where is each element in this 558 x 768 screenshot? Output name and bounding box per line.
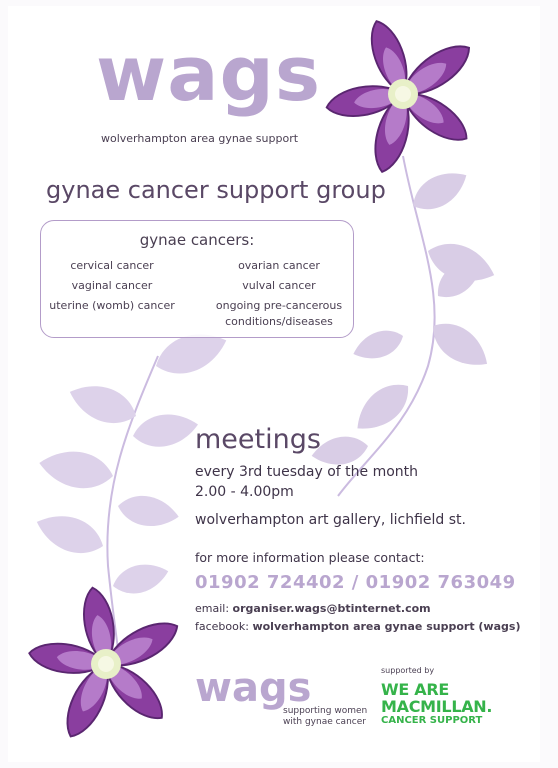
clematis-flower-icon <box>324 16 477 175</box>
wags-logo-footer: wags <box>195 665 312 711</box>
wags-logo: wags <box>96 29 322 118</box>
meeting-venue: wolverhampton art gallery, lichfield st. <box>195 512 466 528</box>
gynae-cancers-box <box>40 220 354 338</box>
list-item: uterine (womb) cancer <box>49 299 175 312</box>
list-item: ovarian cancer <box>238 259 320 272</box>
list-item: vaginal cancer <box>71 279 153 292</box>
meeting-time: 2.00 - 4.00pm <box>195 484 294 500</box>
contact-label: for more information please contact: <box>195 550 425 565</box>
flower-artwork <box>8 6 540 762</box>
logo-subtitle: wolverhampton area gynae support <box>101 132 299 145</box>
box-title: gynae cancers: <box>139 231 255 249</box>
macmillan-logo <box>381 682 492 716</box>
list-item: ongoing pre-cancerous <box>215 299 343 312</box>
phone-numbers: 01902 724402 / 01902 763049 <box>195 572 516 593</box>
flyer-page <box>8 6 540 762</box>
meeting-schedule: every 3rd tuesday of the month <box>195 464 419 480</box>
footer-tagline <box>283 706 367 729</box>
macmillan-subline: CANCER SUPPORT <box>381 715 483 726</box>
list-item: vulval cancer <box>242 279 316 292</box>
tagline-line-2: with gynae cancer <box>283 717 366 728</box>
email-link[interactable]: organiser.wags@btinternet.com <box>232 602 431 615</box>
macmillan-line-1: WE ARE <box>381 680 449 699</box>
facebook-label: facebook: <box>195 620 249 633</box>
meetings-heading: meetings <box>195 424 321 455</box>
clematis-flower-icon <box>27 585 184 743</box>
page-heading: gynae cancer support group <box>46 176 386 204</box>
supported-by-label: supported by <box>381 666 435 675</box>
macmillan-line-2: MACMILLAN. <box>381 696 493 716</box>
email-label: email: <box>195 602 230 615</box>
facebook-link[interactable]: wolverhampton area gynae support (wags) <box>252 620 521 633</box>
email-line <box>195 602 431 615</box>
tagline-line-1: supporting women <box>283 706 368 716</box>
facebook-line <box>195 620 520 633</box>
list-item: cervical cancer <box>70 259 154 272</box>
list-item: conditions/diseases <box>225 315 333 328</box>
